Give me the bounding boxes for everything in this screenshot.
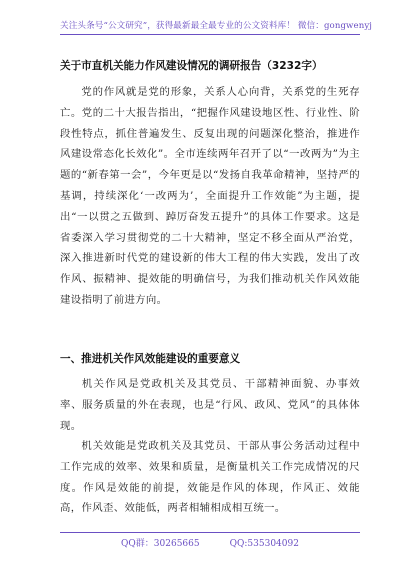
footer-contact (60, 536, 360, 549)
header-divider (60, 34, 360, 35)
section-paragraph (60, 374, 360, 436)
section-paragraph-text: 机关作风是党政机关及其党员、干部精神面貌、办事效率、服务质量的外在表现，也是“行风、政风、党风”的具体体现。 (60, 378, 360, 432)
section-heading: 一、推进机关作风效能建设的重要意义 (60, 353, 241, 365)
footer-qq: QQ:535304092 (229, 539, 299, 549)
intro-paragraph-text: 党的作风就是党的形象，关系人心向背，关系党的生死存亡。党的二十大报告指出，“把握作风建设地区性、行业性、阶段性特点，抓住普遍发生、反复出现的问题深化整治，推进作风建设常态化长效化”。全市连续两年召开了以“一改两为”为主题的“新春第一会”，今年更是以“发扬自我革命精神，坚持严的基调，持续深化‘一改两为’，全面提升工作效能”为主题，提出“一以贯之五做到、踔厉奋发五提升”的具体工作要求。这是省委深入学习贯彻党的二十大精神，坚定不移全面从严治党，深入推进新时代党的建设新的伟大工程的伟大实践，发出了改作风、振精神、提效能的明确信号，为我们推动机关作风效能建设指明了前进方向。 (60, 86, 360, 306)
footer-divider (60, 532, 360, 533)
section-paragraph-text: 机关效能是党政机关及其党员、干部从事公务活动过程中工作完成的效率、效果和质量，是衡量机关工作完成情况的尺度。作风是效能的前提，效能是作风的体现，作风正、效能高，作风歪、效能低，两者相辅相成相互统一。 (60, 440, 360, 515)
section-paragraph (60, 436, 360, 519)
document-title: 关于市直机关能力作风建设情况的调研报告（3232字） (60, 60, 323, 72)
footer-qq-group: QQ群：30265665 (121, 539, 200, 549)
page-footer (60, 532, 360, 548)
intro-paragraph (60, 82, 360, 311)
header-banner: 关注头条号“公文研究”，获得最新最全最专业的公文资料库！ 微信：gongwenyj (60, 21, 373, 31)
